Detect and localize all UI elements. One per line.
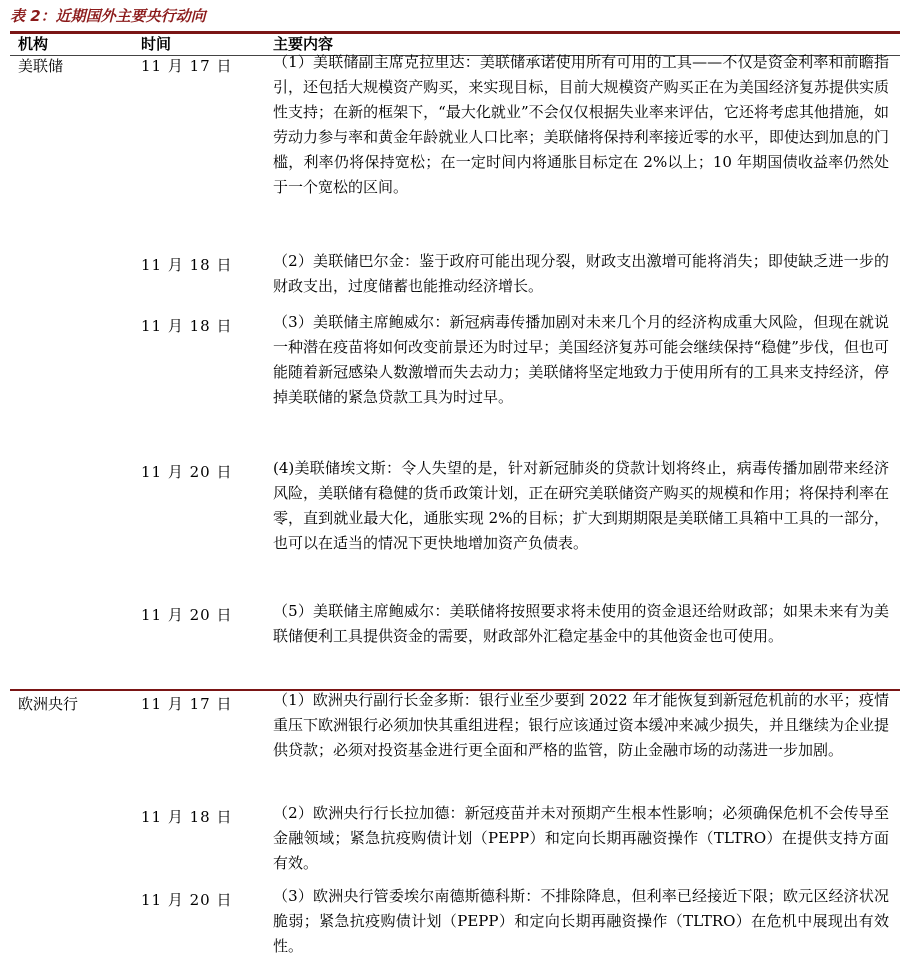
header-content: 主要内容: [273, 35, 334, 53]
entry-date: 11 月 20 日: [141, 463, 233, 481]
entry-text: （5）美联储主席鲍威尔：美联储将按照要求将未使用的资金退还给财政部；如果未来有为美联储便利工具提供资金的需要，财政部外汇稳定基金中的其他资金也可使用。: [273, 602, 889, 645]
entry-text: （3）美联储主席鲍威尔：新冠病毒传播加剧对未来几个月的经济构成重大风险，但现在就说一种潜在疫苗将如何改变前景还为时过早；美国经济复苏可能会继续保持“稳健”步伐，但也可能随着新冠感染人数激增而失去动力；美联储将坚定地致力于使用所有的工具来支持经济，停掉美联储的紧急贷款工具为时过早。: [273, 313, 889, 406]
entry-text: （3）欧洲央行管委埃尔南德斯德科斯：不排除降息，但利率已经接近下限；欧元区经济状况脆弱；紧急抗疫购债计划（PEPP）和定向长期再融资操作（TLTRO）在危机中展现出有效性。: [273, 887, 889, 955]
table-title: 表 2：近期国外主要央行动向: [10, 7, 206, 25]
header-time: 时间: [141, 35, 172, 53]
institution-ecb: 欧洲央行: [18, 695, 79, 713]
header-institution: 机构: [18, 35, 49, 53]
entry-text: (4)美联储埃文斯：令人失望的是，针对新冠肺炎的贷款计划将终止，病毒传播加剧带来经济风险，美联储有稳健的货币政策计划，正在研究美联储资产购买的规模和作用；将保持利率在零，直到就业最大化，通胀实现 2%的目标；扩大到期期限是美联储工具箱中工具的一部分，也可以在适当的情况下更快地增加资产负债表。: [273, 459, 889, 552]
entry-text: （2）欧洲央行行长拉加德：新冠疫苗并未对预期产生根本性影响；必须确保危机不会传导至金融领域；紧急抗疫购债计划（PEPP）和定向长期再融资操作（TLTRO）在提供支持方面有效。: [273, 804, 889, 872]
entry-date: 11 月 18 日: [141, 256, 233, 274]
entry-date: 11 月 18 日: [141, 317, 233, 335]
entry-text: （1）欧洲央行副行长金多斯：银行业至少要到 2022 年才能恢复到新冠危机前的水平；疫情重压下欧洲银行必须加快其重组进程；银行应该通过资本缓冲来减少损失，并且继续为企业提供贷款；必须对投资基金进行更全面和严格的监管，防止金融市场的动荡进一步加剧。: [273, 691, 889, 759]
entry-date: 11 月 20 日: [141, 891, 233, 909]
entry-date: 11 月 18 日: [141, 808, 233, 826]
institution-fed: 美联储: [18, 57, 64, 75]
entry-text: （1）美联储副主席克拉里达：美联储承诺使用所有可用的工具——不仅是资金利率和前瞻指引，还包括大规模资产购买，来实现目标，目前大规模资产购买正在为美国经济复苏提供实质性支持；在新的框架下，“最大化就业”不会仅仅根据失业率来评估，它还将考虑其他措施，如劳动力参与率和黄金年龄就业人口比率；美联储将保持利率接近零的水平，即使达到加息的门槛，利率仍将保持宽松；在一定时间内将通胀目标定在 2%以上；10 年期国债收益率仍然处于一个宽松的区间。: [273, 53, 889, 196]
entry-date: 11 月 20 日: [141, 606, 233, 624]
entry-date: 11 月 17 日: [141, 57, 233, 75]
entry-text: （2）美联储巴尔金：鉴于政府可能出现分裂，财政支出激增可能将消失；即使缺乏进一步的财政支出，过度储蓄也能推动经济增长。: [273, 252, 889, 295]
entry-date: 11 月 17 日: [141, 695, 233, 713]
